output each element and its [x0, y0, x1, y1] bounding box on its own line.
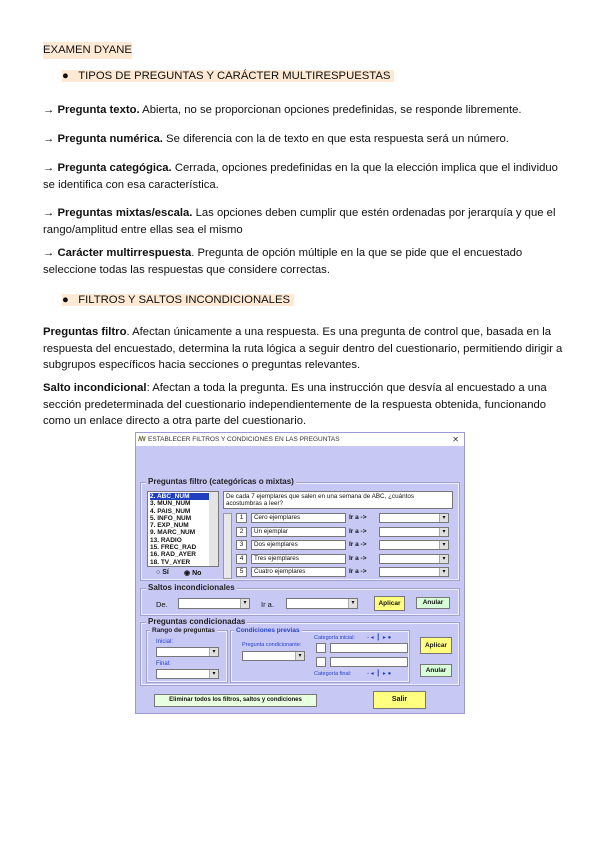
doc-title: EXAMEN DYANE — [43, 42, 132, 59]
close-icon[interactable]: ✕ — [452, 435, 459, 444]
list-item[interactable]: 16. RAD_AYER — [150, 551, 197, 559]
goto-combo[interactable] — [379, 554, 449, 564]
goto-label: Ir a -> — [349, 554, 367, 562]
list-item[interactable]: 4. PAIS_NUM — [150, 507, 191, 515]
cat-final-spinner[interactable]: - ◂▕▏▸ ● — [367, 671, 392, 677]
ira-combo[interactable] — [286, 598, 358, 609]
option-label[interactable]: Cero ejemplares — [251, 513, 346, 523]
de-label: De. — [156, 600, 168, 609]
goto-combo[interactable] — [379, 567, 449, 577]
de-combo[interactable] — [178, 598, 250, 609]
option-label[interactable]: Tres ejemplares — [251, 554, 346, 564]
inicial-combo[interactable] — [156, 647, 219, 657]
radio-si[interactable]: ○ Sí — [156, 569, 169, 576]
final-combo[interactable] — [156, 669, 219, 679]
list-item[interactable]: 5. INFO_NUM — [150, 514, 192, 522]
option-label[interactable]: Un ejemplar — [251, 527, 346, 537]
list-item[interactable]: 13. RADIO — [150, 536, 182, 544]
goto-label: Ir a -> — [349, 527, 367, 535]
final-label: Final: — [156, 661, 171, 667]
goto-label: Ir a -> — [349, 568, 367, 575]
cat-inicial-label: Categoría inicial: — [314, 635, 355, 641]
list-item[interactable]: 7. EXP_NUM — [150, 522, 189, 530]
option-number: 3 — [236, 540, 247, 550]
inicial-label: Inicial: — [156, 639, 174, 645]
cat-inicial-spinner[interactable]: - ◂▕▏▸ ● — [367, 635, 392, 641]
option-number: 2 — [236, 527, 247, 537]
para-salto: Salto incondicional: Afectan a toda la pregunta. Es una instrucción que desvía al encuestado a una sección predeterminada del cuestionario independientemente de la respuesta obtenida, funcionando como un enlace directo a otra parte del cuestionario. — [43, 382, 547, 427]
salir-button[interactable]: Salir — [373, 691, 426, 709]
eliminar-button[interactable]: Eliminar todos los filtros, saltos y condiciones — [154, 694, 317, 707]
list-item[interactable]: 18. TV_AYER — [150, 558, 191, 566]
section-heading-1: ● TIPOS DE PREGUNTAS Y CARÁCTER MULTIRESPUESTAS — [62, 70, 394, 82]
item-categorical: → Pregunta categógica. Cerrada, opciones predefinidas en la que la elección implica que el individuo se identifica con esa característica. — [43, 162, 558, 191]
list-item[interactable]: 15. FREC_RAD — [150, 544, 197, 552]
item-text: → Pregunta texto. Abierta, no se proporcionan opciones predefinidas, se responde libremente. — [43, 104, 522, 116]
list-item[interactable]: 9. MARC_NUM — [150, 529, 196, 537]
cat-inicial-field[interactable] — [330, 643, 408, 653]
previas-group-label: Condiciones previas — [236, 627, 300, 634]
cat-inicial-code[interactable] — [316, 643, 326, 653]
list-item[interactable]: 3. MUN_NUM — [150, 500, 191, 508]
question-text: De cada 7 ejemplares que salen en una semana de ABC, ¿cuántos acostumbras a leer? — [223, 491, 453, 509]
cond-aplicar-button[interactable]: Aplicar — [420, 637, 452, 654]
goto-combo[interactable] — [379, 513, 449, 523]
option-label[interactable]: Cuatro ejemplares — [251, 567, 346, 577]
goto-combo[interactable] — [379, 527, 449, 537]
item-mixed: → Preguntas mixtas/escala. Las opciones deben cumplir que estén ordenadas por jerarquía y que el rango/amplitud entre ellas sea el mismo — [43, 207, 556, 236]
cat-final-label: Categoría final: — [314, 671, 352, 677]
option-number: 4 — [236, 554, 247, 564]
option-label[interactable]: Dos ejemplares — [251, 540, 346, 550]
para-filtro: Preguntas filtro. Afectan únicamente a una respuesta. Es una pregunta de control que, basada en la respuesta del encuestado, determina la ruta lógica a seguir dentro del cuestionario, permitiendo dirigir a subgrupos específicos hacia secciones o preguntas relevantes. — [43, 326, 563, 371]
cat-final-code[interactable] — [316, 657, 326, 667]
dialog-title-bar: ꟿ ESTABLECER FILTROS Y CONDICIONES EN LAS PREGUNTAS ✕ — [136, 433, 464, 446]
option-number: 1 — [236, 513, 247, 523]
listbox-scrollbar[interactable] — [209, 492, 218, 566]
pregunta-cond-combo[interactable] — [242, 651, 305, 661]
goto-combo[interactable] — [379, 540, 449, 550]
section-heading-2: ● FILTROS Y SALTOS INCONDICIONALES — [62, 294, 294, 306]
app-icon: ꟿ — [138, 436, 146, 443]
item-multi: → Carácter multirrespuesta. Pregunta de opción múltiple en la que se pide que el encuestado seleccione todas las respuestas que considere correctas. — [43, 247, 523, 276]
filtro-group-label: Preguntas filtro (categóricas o mixtas) — [148, 477, 294, 486]
radio-no[interactable]: ◉ No — [184, 570, 202, 577]
cat-final-field[interactable] — [330, 657, 408, 667]
options-scrollbar[interactable] — [223, 513, 232, 579]
option-number: 5 — [236, 567, 247, 577]
saltos-group-label: Saltos incondicionales — [148, 583, 235, 592]
ira-label: Ir a. — [261, 600, 274, 609]
list-item[interactable]: 2. ABC_NUM — [150, 493, 216, 500]
goto-label: Ir a -> — [349, 541, 367, 548]
saltos-aplicar-button[interactable]: Aplicar — [374, 596, 405, 611]
filters-dialog-screenshot — [135, 432, 465, 714]
pregunta-cond-label: Pregunta condicionante: — [242, 642, 302, 648]
condicionadas-group-label: Preguntas condicionadas — [148, 617, 246, 626]
cond-anular-button[interactable]: Anular — [420, 664, 452, 677]
goto-label: Ir a -> — [349, 514, 367, 521]
saltos-anular-button[interactable]: Anular — [416, 597, 450, 609]
item-numeric: → Pregunta numérica. Se diferencia con la de texto en que esta respuesta será un número. — [43, 133, 509, 145]
rango-group-label: Rango de preguntas — [152, 627, 215, 634]
